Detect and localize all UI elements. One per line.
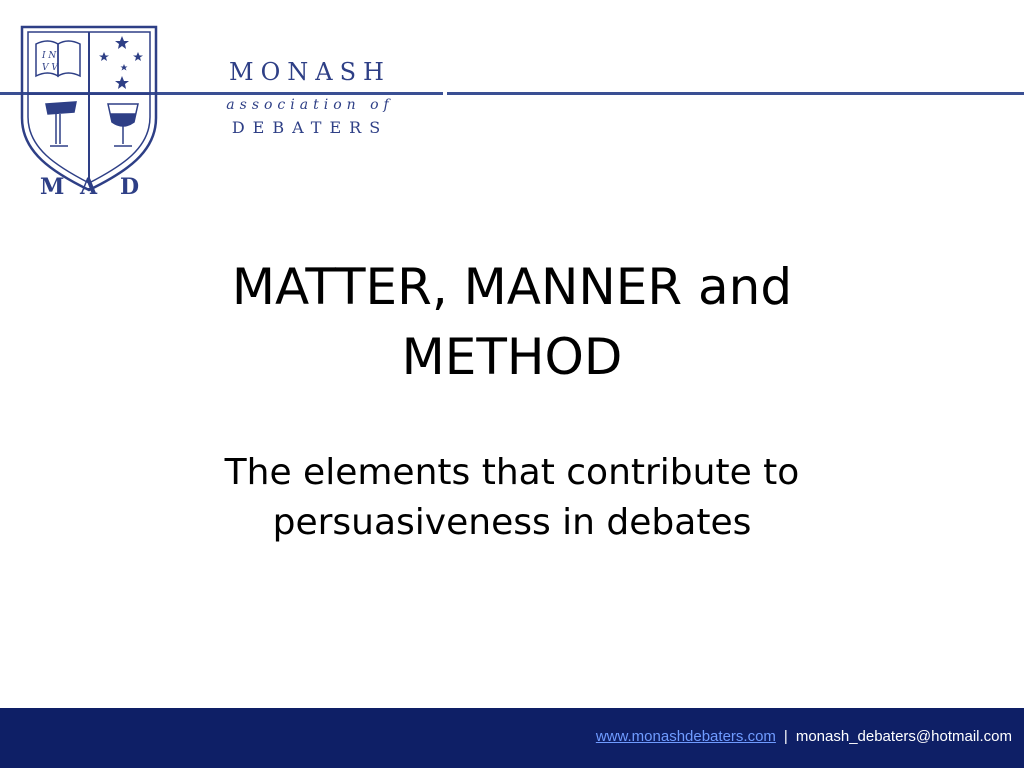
footer-separator: | <box>783 728 788 745</box>
book-icon <box>36 41 80 76</box>
slide-subtitle-line1: The elements that contribute to <box>224 452 800 493</box>
slide-title-line2: METHOD <box>401 328 623 386</box>
org-name-association-of: association of <box>226 97 394 113</box>
crest-letter-d: D <box>120 174 140 200</box>
header-rule-gap <box>443 90 447 97</box>
footer-bar <box>0 708 1024 768</box>
slide-subtitle <box>130 448 894 548</box>
mad-crest-logo <box>16 22 162 212</box>
org-name-monash: MONASH <box>229 58 391 86</box>
svg-text:I N: I N <box>42 51 57 61</box>
footer-contact <box>596 728 1012 745</box>
southern-cross-icon <box>99 36 143 89</box>
lectern-icon <box>46 102 76 146</box>
crest-letter-a: A <box>80 174 98 200</box>
contact-email: monash_debaters@hotmail.com <box>795 728 1012 745</box>
wine-glass-icon <box>108 104 138 146</box>
svg-text:V V: V V <box>42 63 58 73</box>
website-link[interactable]: www.monashdebaters.com <box>595 728 776 745</box>
slide-title-line1: MATTER, MANNER and <box>231 258 793 316</box>
org-name-debaters: DEBATERS <box>231 118 389 137</box>
slide-subtitle-line2: persuasiveness in debates <box>272 502 752 543</box>
slide-title <box>130 252 894 392</box>
crest-letter-m: M <box>40 174 65 200</box>
